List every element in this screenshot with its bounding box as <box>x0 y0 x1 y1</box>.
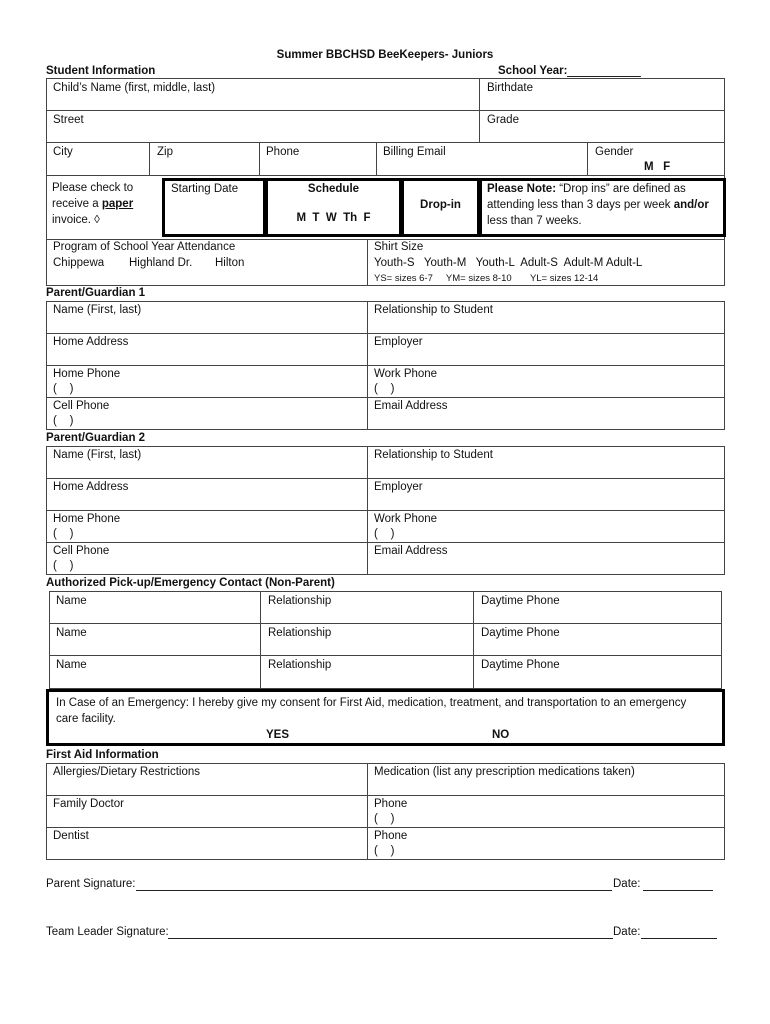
gender-field[interactable]: Gender <box>595 146 634 158</box>
guardian1-home-phone-paren[interactable]: ( ) <box>53 383 74 395</box>
doctor-phone-paren[interactable]: ( ) <box>374 813 395 825</box>
paper-invoice-checkbox[interactable]: invoice. ◊ <box>52 214 100 226</box>
parent-signature-line[interactable] <box>136 890 612 891</box>
program-hilton[interactable]: Hilton <box>215 257 245 269</box>
guardian1-work-phone-field[interactable]: Work Phone <box>374 368 438 380</box>
guardian2-name-field[interactable]: Name (First, last) <box>53 449 142 461</box>
pickup-row-3 <box>49 655 722 689</box>
guardian1-employer-field[interactable]: Employer <box>374 336 423 348</box>
birthdate-field[interactable]: Birthdate <box>487 82 534 94</box>
zip-field[interactable]: Zip <box>157 146 173 158</box>
guardian2-home-address-field[interactable]: Home Address <box>53 481 129 493</box>
team-leader-date-label: Date: <box>613 926 641 938</box>
guardian1-home-phone-field[interactable]: Home Phone <box>53 368 121 380</box>
pickup-heading: Authorized Pick-up/Emergency Contact (Non-Parent) <box>46 577 335 589</box>
parent-date-line[interactable] <box>643 890 713 891</box>
guardian1-address-row <box>46 333 725 366</box>
note-line1: Please Note: “Drop ins” are defined as <box>487 183 686 195</box>
pickup-row-1 <box>49 591 722 624</box>
allergies-field[interactable]: Allergies/Dietary Restrictions <box>53 766 200 778</box>
pickup-daytime-phone-2[interactable]: Daytime Phone <box>481 627 560 639</box>
medication-field[interactable]: Medication (list any prescription medications taken) <box>374 766 635 778</box>
guardian1-relationship-field[interactable]: Relationship to Student <box>374 304 493 316</box>
guardian2-cell-phone-field[interactable]: Cell Phone <box>53 545 110 557</box>
pickup-relationship-1[interactable]: Relationship <box>268 595 332 607</box>
guardian1-cell-phone-paren[interactable]: ( ) <box>53 415 74 427</box>
starting-date-box[interactable] <box>162 178 266 237</box>
emergency-yes-option[interactable]: YES <box>266 729 290 741</box>
guardian2-relationship-field[interactable]: Relationship to Student <box>374 449 493 461</box>
schedule-box[interactable] <box>265 178 402 237</box>
pickup-name-3[interactable]: Name <box>56 659 87 671</box>
emergency-no-option[interactable]: NO <box>492 729 510 741</box>
first-aid-row-1 <box>46 763 725 796</box>
guardian1-work-phone-paren[interactable]: ( ) <box>374 383 395 395</box>
guardian1-cell-phone-field[interactable]: Cell Phone <box>53 400 110 412</box>
pickup-row-2 <box>49 623 722 656</box>
grade-field[interactable]: Grade <box>487 114 519 126</box>
program-label: Program of School Year Attendance <box>53 241 236 253</box>
guardian2-cell-row <box>46 542 725 575</box>
shirt-size-options[interactable]: Youth-S Youth-M Youth-L Adult-S Adult-M Adult-L <box>374 257 643 269</box>
schedule-days[interactable]: M T W Th F <box>296 212 371 224</box>
guardian1-name-row <box>46 301 725 334</box>
dentist-phone-field[interactable]: Phone <box>374 830 408 842</box>
team-leader-date-line[interactable] <box>641 938 717 939</box>
city-row <box>46 142 725 176</box>
starting-date-label: Starting Date <box>171 183 239 195</box>
pickup-relationship-2[interactable]: Relationship <box>268 627 332 639</box>
guardian1-phone-row <box>46 365 725 398</box>
parent-date-label: Date: <box>613 878 641 890</box>
program-chippewa[interactable]: Chippewa <box>53 257 105 269</box>
pickup-daytime-phone-1[interactable]: Daytime Phone <box>481 595 560 607</box>
drop-in-note-box <box>479 178 726 237</box>
doctor-phone-field[interactable]: Phone <box>374 798 408 810</box>
street-row <box>46 110 725 143</box>
guardian2-name-row <box>46 446 725 479</box>
guardian2-email-field[interactable]: Email Address <box>374 545 448 557</box>
shirt-size-key: YS= sizes 6-7 YM= sizes 8-10 YL= sizes 12-14 <box>374 273 599 284</box>
pickup-name-1[interactable]: Name <box>56 595 87 607</box>
guardian1-name-field[interactable]: Name (First, last) <box>53 304 142 316</box>
guardian2-home-phone-paren[interactable]: ( ) <box>53 528 74 540</box>
street-field[interactable]: Street <box>53 114 84 126</box>
guardian1-home-address-field[interactable]: Home Address <box>53 336 129 348</box>
guardian2-phone-row <box>46 510 725 543</box>
team-leader-signature-label: Team Leader Signature: <box>46 926 169 938</box>
dentist-field[interactable]: Dentist <box>53 830 89 842</box>
gender-options[interactable]: M F <box>644 161 671 173</box>
emergency-text-line2: care facility. <box>56 713 116 725</box>
shirt-size-label: Shirt Size <box>374 241 424 253</box>
city-field[interactable]: City <box>53 146 73 158</box>
guardian2-home-phone-field[interactable]: Home Phone <box>53 513 121 525</box>
drop-in-box[interactable] <box>401 178 480 237</box>
guardian2-heading: Parent/Guardian 2 <box>46 432 146 444</box>
first-aid-heading: First Aid Information <box>46 749 159 761</box>
guardian1-heading: Parent/Guardian 1 <box>46 287 146 299</box>
program-highland[interactable]: Highland Dr. <box>129 257 193 269</box>
note-line3: less than 7 weeks. <box>487 215 582 227</box>
guardian1-email-field[interactable]: Email Address <box>374 400 448 412</box>
parent-signature-label: Parent Signature: <box>46 878 136 890</box>
drop-in-label: Drop-in <box>420 199 461 211</box>
pickup-name-2[interactable]: Name <box>56 627 87 639</box>
billing-email-field[interactable]: Billing Email <box>383 146 446 158</box>
guardian2-cell-phone-paren[interactable]: ( ) <box>53 560 74 572</box>
school-year-label: School Year: <box>498 65 568 77</box>
child-name-field[interactable]: Child’s Name (first, middle, last) <box>53 82 216 94</box>
pickup-relationship-3[interactable]: Relationship <box>268 659 332 671</box>
guardian2-address-row <box>46 478 725 511</box>
emergency-consent-box <box>46 689 725 746</box>
guardian2-work-phone-paren[interactable]: ( ) <box>374 528 395 540</box>
page-title: Summer BBCHSD BeeKeepers- Juniors <box>276 49 494 61</box>
phone-field[interactable]: Phone <box>266 146 300 158</box>
guardian2-employer-field[interactable]: Employer <box>374 481 423 493</box>
school-year-input[interactable] <box>567 76 641 77</box>
schedule-label: Schedule <box>307 183 360 195</box>
note-line2: attending less than 3 days per week and/or <box>487 199 709 211</box>
emergency-text-line1: In Case of an Emergency: I hereby give my consent for First Aid, medication, treatment, and transportation to an emergency <box>56 697 687 709</box>
guardian1-cell-row <box>46 397 725 430</box>
guardian2-work-phone-field[interactable]: Work Phone <box>374 513 438 525</box>
paper-invoice-line1: Please check to <box>52 182 134 194</box>
program-shirt-row <box>46 239 725 286</box>
dentist-phone-paren[interactable]: ( ) <box>374 845 395 857</box>
pickup-daytime-phone-3[interactable]: Daytime Phone <box>481 659 560 671</box>
team-leader-signature-line[interactable] <box>168 938 613 939</box>
first-aid-row-3 <box>46 827 725 860</box>
student-info-heading: Student Information <box>46 65 156 77</box>
child-name-row <box>46 78 725 111</box>
family-doctor-field[interactable]: Family Doctor <box>53 798 124 810</box>
paper-invoice-line2: receive a paper <box>52 198 134 210</box>
first-aid-row-2 <box>46 795 725 828</box>
